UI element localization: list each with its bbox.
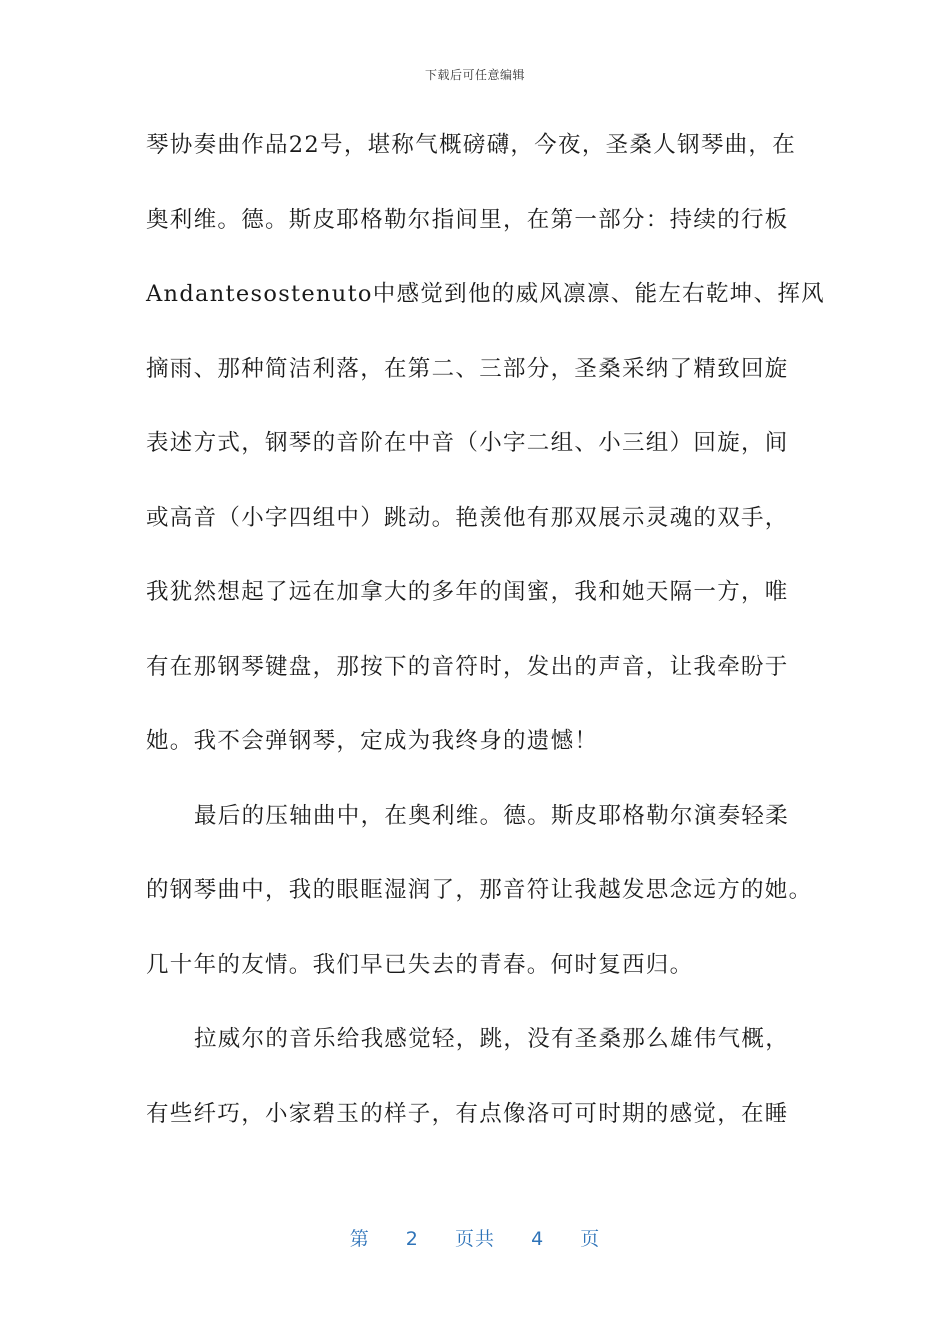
body-line: 琴协奏曲作品22号，堪称气概磅礴，今夜，圣桑人钢琴曲，在	[146, 132, 797, 158]
page-footer	[0, 1224, 950, 1251]
footer-middle: 页共	[454, 1228, 495, 1250]
body-line: 几十年的友情。我们早已失去的青春。何时复西归。	[146, 951, 694, 978]
footer-prefix: 第	[349, 1228, 370, 1250]
current-page-number: 2	[405, 1228, 419, 1250]
document-body	[146, 123, 826, 1166]
body-line: 奥利维。德。斯皮耶格勒尔指间里，在第一部分：持续的行板	[146, 206, 789, 233]
body-line: 我犹然想起了远在加拿大的多年的闺蜜，我和她天隔一方，唯	[146, 579, 789, 605]
body-line: Andantesostenuto中感觉到他的威风凛凛、能左右乾坤、挥风	[146, 281, 825, 307]
body-line: 有些纤巧，小家碧玉的样子，有点像洛可可时期的感觉，在睡	[146, 1100, 789, 1127]
page-header: 下载后可任意编辑	[424, 68, 525, 82]
body-line: 摘雨、那种简洁利落，在第二、三部分，圣桑采纳了精致回旋	[146, 355, 789, 382]
body-line: 她。我不会弹钢琴，定成为我终身的遗憾！	[146, 728, 599, 754]
body-line: 有在那钢琴键盘，那按下的音符时，发出的声音，让我牵盼于	[146, 653, 789, 680]
paragraph-start-line: 最后的压轴曲中，在奥利维。德。斯皮耶格勒尔演奏轻柔	[194, 802, 790, 829]
footer-suffix: 页	[580, 1228, 601, 1250]
body-line: 或高音（小字四组中）跳动。艳羡他有那双展示灵魂的双手，	[146, 504, 789, 531]
total-pages-number: 4	[531, 1228, 545, 1250]
body-line: 的钢琴曲中，我的眼眶湿润了，那音符让我越发思念远方的她。	[146, 877, 813, 903]
paragraph-start-line: 拉威尔的音乐给我感觉轻，跳，没有圣桑那么雄伟气概，	[194, 1026, 790, 1052]
body-line: 表述方式，钢琴的音阶在中音（小字二组、小三组）回旋，间	[146, 430, 789, 456]
